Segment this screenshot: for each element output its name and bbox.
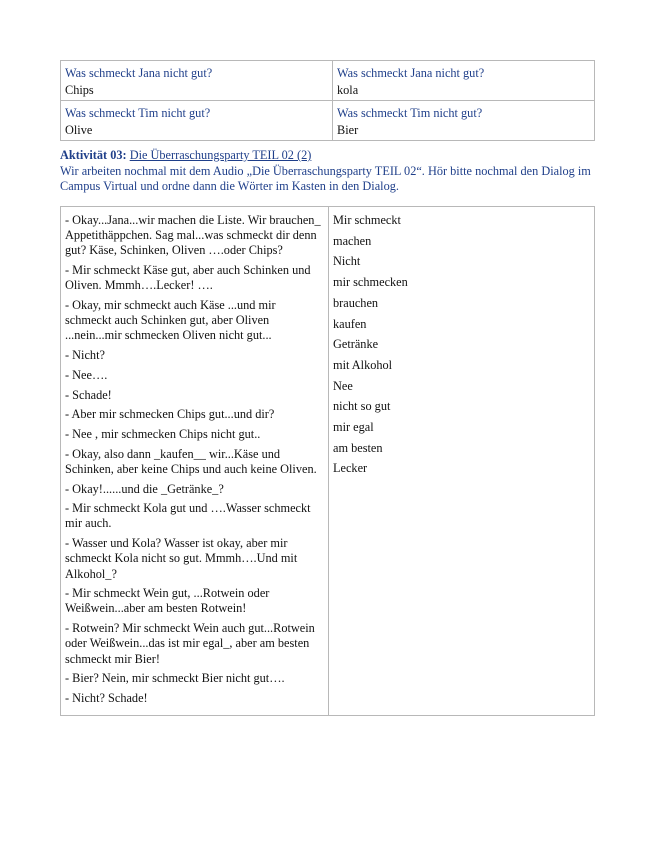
answer-text: Olive xyxy=(65,122,93,137)
word-item: Nicht xyxy=(333,254,361,269)
dialog-line: - Mir schmeckt Kola gut und ….Wasser schmeckt mir auch. xyxy=(65,501,311,531)
dialog-line: - Nicht? xyxy=(65,348,105,363)
activity-title-line xyxy=(60,148,600,164)
answer-text: Chips xyxy=(65,82,94,97)
dialog-line: - Mir schmeckt Wein gut, ...Rotwein oder Weißwein...aber am besten Rotwein! xyxy=(65,586,270,616)
word-item: Lecker xyxy=(333,461,368,476)
word-item: am besten xyxy=(333,440,383,455)
word-item: mir schmecken xyxy=(333,275,408,290)
dialog-line: - Okay, also dann _kaufen__ wir...Käse und Schinken, aber keine Chips und auch keine Oliven. xyxy=(65,446,317,476)
dialog-line: - Schade! xyxy=(65,387,112,402)
dialog-line: - Mir schmeckt Käse gut, aber auch Schinken und Oliven. Mmmh….Lecker! …. xyxy=(65,263,311,293)
answer-cell xyxy=(61,61,333,101)
dialog-line: - Okay!......und die _Getränke_? xyxy=(65,481,224,496)
activity-label: Aktivität 03: xyxy=(60,148,127,162)
dialog-line: - Okay...Jana...wir machen die Liste. Wir brauchen_ Appetithäppchen. Sag mal...was schmeckt dir denn gut? Käse, Schinken, Oliven ….oder Chips? xyxy=(65,213,321,258)
activity-instruction: Wir arbeiten nochmal mit dem Audio „Die Überraschungsparty TEIL 02“. Hör bitte nochmal den Dialog im Campus Virtual und ordne dann die Wörter im Kasten in den Dialog. xyxy=(60,163,591,193)
answer-cell xyxy=(333,61,595,101)
activity-heading xyxy=(60,148,600,195)
dialog-line: - Nicht? Schade! xyxy=(65,690,148,705)
table-row xyxy=(61,61,595,101)
word-item: kaufen xyxy=(333,316,367,331)
question-text: Was schmeckt Jana nicht gut? xyxy=(65,66,213,80)
word-item: Getränke xyxy=(333,337,379,352)
answer-cell xyxy=(61,101,333,141)
question-text: Was schmeckt Jana nicht gut? xyxy=(337,66,485,80)
word-item: Nee xyxy=(333,378,353,393)
dialog-line: - Nee , mir schmecken Chips nicht gut.. xyxy=(65,426,261,441)
dialog-line: - Wasser und Kola? Wasser ist okay, aber mir schmeckt Kola nicht so gut. Mmmh….Und mit Alkohol_? xyxy=(65,536,298,581)
table-row xyxy=(61,101,595,141)
question-text: Was schmeckt Tim nicht gut? xyxy=(337,106,483,120)
answer-text: Bier xyxy=(337,122,359,137)
dialog-line: - Rotwein? Mir schmeckt Wein auch gut...Rotwein oder Weißwein...das ist mir egal_, aber am besten schmeckt mir Bier! xyxy=(65,621,315,666)
word-item: nicht so gut xyxy=(333,399,391,414)
question-text: Was schmeckt Tim nicht gut? xyxy=(65,106,211,120)
dialog-line: - Okay, mir schmeckt auch Käse ...und mir schmeckt auch Schinken gut, aber Oliven ...nein...mir schmecken Oliven nicht gut... xyxy=(65,298,276,343)
activity-title-link[interactable]: Die Überraschungsparty TEIL 02 (2) xyxy=(129,148,312,162)
dialog-column xyxy=(61,207,329,716)
dialog-line: - Nee…. xyxy=(65,367,108,382)
dialog-line: - Aber mir schmecken Chips gut...und dir? xyxy=(65,407,275,422)
table-row xyxy=(61,207,595,716)
word-item: mir egal xyxy=(333,420,374,435)
word-box-column xyxy=(329,207,595,716)
word-item: brauchen xyxy=(333,295,379,310)
answer-cell xyxy=(333,101,595,141)
answers-table xyxy=(60,60,595,141)
dialog-table xyxy=(60,206,595,716)
word-item: machen xyxy=(333,233,372,248)
answer-text: kola xyxy=(337,82,359,97)
word-item: mit Alkohol xyxy=(333,357,393,372)
dialog-line: - Bier? Nein, mir schmeckt Bier nicht gut…. xyxy=(65,671,285,686)
word-item: Mir schmeckt xyxy=(333,213,401,227)
